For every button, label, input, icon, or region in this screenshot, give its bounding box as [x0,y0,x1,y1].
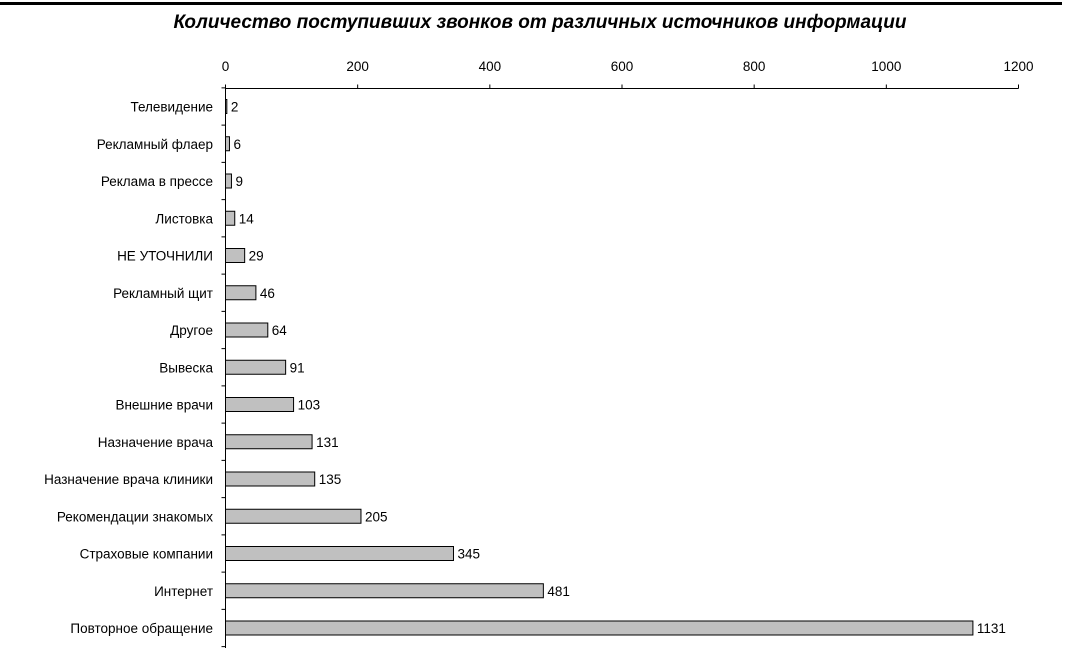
bar [226,435,313,449]
data-label: 345 [457,546,481,562]
bar [226,584,544,598]
data-label: 14 [238,211,254,227]
bars [226,100,1006,637]
x-tick-label: 800 [742,59,766,74]
category-label: Интернет [154,583,213,599]
data-label: 64 [271,323,287,338]
bar [226,286,256,300]
category-label: Листовка [155,211,213,227]
data-label: 2 [230,99,239,115]
category-label: Рекламный флаер [96,136,213,152]
bar [226,509,361,523]
data-label: 135 [318,472,342,487]
x-tick-label: 400 [478,59,502,74]
data-label: 29 [248,248,264,264]
data-label: 9 [235,174,243,189]
data-label: 131 [316,434,339,450]
bar [226,100,227,114]
category-label: Другое [170,323,213,338]
x-tick-label: 1200 [1003,59,1034,74]
data-label: 205 [364,509,388,525]
data-label: 1131 [976,621,1006,636]
bar [226,174,232,188]
data-label: 6 [233,136,241,152]
chart-title: Количество поступивших звонков от различных источников информации [173,12,907,33]
category-label: Рекомендации знакомых [56,509,213,525]
category-label: Страховые компании [79,546,213,562]
x-tick-label: 1000 [871,59,902,74]
category-label: Рекламный щит [113,285,213,301]
category-label: НЕ УТОЧНИЛИ [117,248,213,264]
category-label: Назначение врача [97,434,213,450]
bar [226,547,454,561]
x-tick-label: 0 [221,59,230,74]
category-labels [44,100,213,637]
data-label: 481 [547,583,570,599]
category-label: Вывеска [159,360,213,376]
bar [226,211,235,225]
bar [226,249,245,263]
category-label: Повторное обращение [70,621,213,636]
category-label: Назначение врача клиники [44,472,213,487]
bar [226,323,268,337]
bar [226,472,315,486]
bar [226,137,230,151]
x-tick-label: 200 [346,59,369,74]
category-label: Телевидение [130,99,213,115]
category-label: Реклама в прессе [100,174,213,189]
data-label: 46 [259,285,275,301]
category-label: Внешние врачи [115,397,213,413]
bar [226,360,286,374]
data-label: 91 [289,360,305,376]
data-label: 103 [297,397,321,413]
bar [226,398,294,412]
x-tick-label: 600 [610,59,634,74]
bar [226,621,973,635]
